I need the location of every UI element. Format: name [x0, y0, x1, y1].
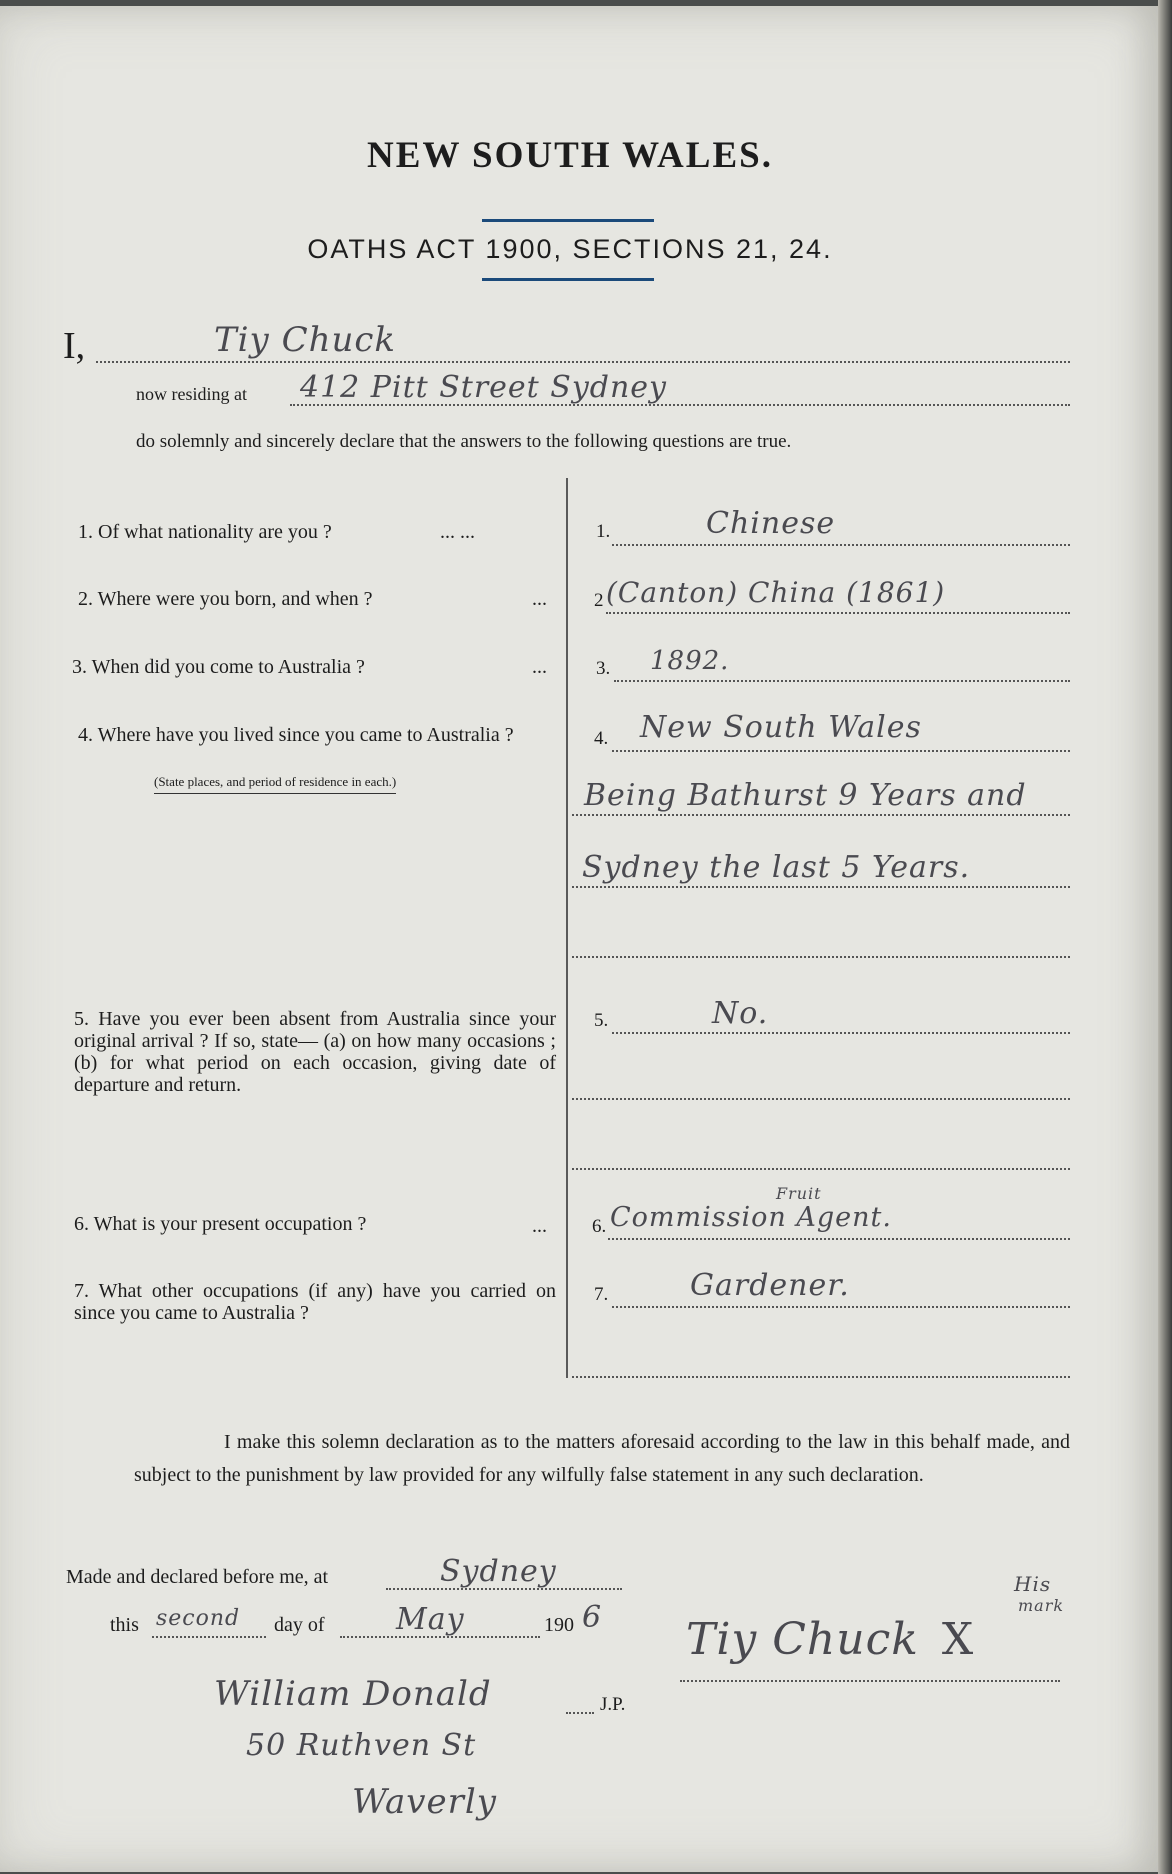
question-4-note: (State places, and period of residence in each.): [154, 774, 396, 794]
title-rule-top: [482, 219, 654, 222]
attestation-place: Sydney: [440, 1554, 557, 1589]
answer-4-number: 4.: [594, 728, 609, 749]
his-mark-label-2: mark: [1018, 1596, 1065, 1615]
declarant-prefix: I,: [63, 325, 86, 367]
answer-1-number: 1.: [596, 521, 611, 542]
jp-name: William Donald: [214, 1674, 492, 1714]
answer-3-line: [614, 680, 1070, 682]
jp-address-1: 50 Ruthven St: [246, 1728, 477, 1763]
jp-suffix: J.P.: [600, 1694, 626, 1715]
answer-4-extra-1: Being Bathurst 9 Years and: [584, 778, 1027, 813]
declaration-form: [0, 6, 1160, 1872]
answer-5-number: 5.: [594, 1010, 609, 1031]
his-mark-label-1: His: [1014, 1572, 1052, 1596]
answer-2-line: [606, 612, 1070, 614]
answer-4-line: [612, 750, 1070, 752]
answer-3: 1892.: [650, 646, 730, 676]
signature: [686, 1614, 974, 1665]
year-print: 190: [544, 1614, 574, 1636]
page-edge: [1158, 0, 1172, 1874]
answer-5-line-2: [572, 1098, 1070, 1100]
answer-4-extra-2: Sydney the last 5 Years.: [582, 850, 971, 885]
question-7: 7. What other occupations (if any) have you carried on since you came to Australia ?: [74, 1280, 556, 1324]
day-line: [152, 1636, 266, 1638]
residence-value: 412 Pitt Street Sydney: [300, 370, 667, 405]
answer-6-number: 6.: [592, 1216, 607, 1237]
question-4: 4. Where have you lived since you came to Australia ?: [78, 724, 514, 746]
jp-address-2: Waverly: [352, 1782, 497, 1822]
form-subtitle: OATHS ACT 1900, SECTIONS 21, 24.: [307, 234, 833, 264]
answer-5-line-3: [572, 1168, 1070, 1170]
title-rule-bottom: [482, 278, 654, 281]
day-of-label: day of: [274, 1614, 325, 1636]
signature-mark: X: [941, 1614, 975, 1665]
answer-7: Gardener.: [690, 1268, 850, 1303]
form-title: NEW SOUTH WALES.: [367, 135, 773, 176]
answer-2-number: 2: [594, 590, 604, 611]
attestation-month: May: [396, 1602, 465, 1637]
question-2: 2. Where were you born, and when ?: [78, 588, 373, 610]
answer-7-number: 7.: [594, 1284, 609, 1305]
answer-7-line: [612, 1306, 1070, 1308]
answer-1-line: [612, 544, 1070, 546]
this-label: this: [110, 1614, 139, 1636]
column-divider: [566, 478, 568, 1378]
question-5: 5. Have you ever been absent from Australia since your original arrival ? If so, state— (a) on how many occasions ; (b) for what period on each occasion, giving date of departure and return.: [74, 1008, 556, 1096]
declarant-name: Tiy Chuck: [214, 320, 397, 360]
answer-1: Chinese: [706, 506, 836, 541]
question-3-leader: ...: [532, 656, 547, 678]
closing-declaration: I make this solemn declaration as to the matters aforesaid according to the law in this behalf made, and subject to the punishment by law provided for any wilfully false statement in any such declaration.: [134, 1431, 1070, 1486]
answer-4-line-3: [572, 886, 1070, 888]
answer-6: Commission Agent.: [610, 1202, 892, 1233]
made-declared-label: Made and declared before me, at: [66, 1566, 329, 1588]
signature-name: Tiy Chuck: [686, 1614, 919, 1665]
name-line: [96, 361, 1070, 363]
answer-6-line: [608, 1238, 1070, 1240]
answer-2: (Canton) China (1861): [606, 576, 946, 609]
attestation-day: second: [156, 1606, 241, 1631]
question-6: 6. What is your present occupation ?: [74, 1213, 367, 1235]
residing-label: now residing at: [136, 384, 247, 404]
answer-4: New South Wales: [640, 710, 922, 745]
declaration-text: do solemnly and sincerely declare that the answers to the following questions are true.: [136, 431, 792, 452]
answer-4-line-4: [572, 956, 1070, 958]
signature-line: [680, 1680, 1060, 1682]
answer-3-number: 3.: [596, 658, 611, 679]
question-6-leader: ...: [532, 1215, 547, 1237]
answer-5-line: [612, 1032, 1070, 1034]
question-1: 1. Of what nationality are you ?: [78, 521, 332, 543]
answer-7-line-2: [572, 1376, 1070, 1378]
answer-6-insert: Fruit: [776, 1184, 822, 1203]
answer-4-line-2: [572, 814, 1070, 816]
year-hand: 6: [582, 1600, 603, 1635]
question-1-leader: ... ...: [440, 521, 475, 543]
answer-5: No.: [712, 996, 769, 1031]
jp-line: [566, 1712, 594, 1714]
question-3: 3. When did you come to Australia ?: [72, 656, 365, 678]
question-2-leader: ...: [532, 588, 547, 610]
